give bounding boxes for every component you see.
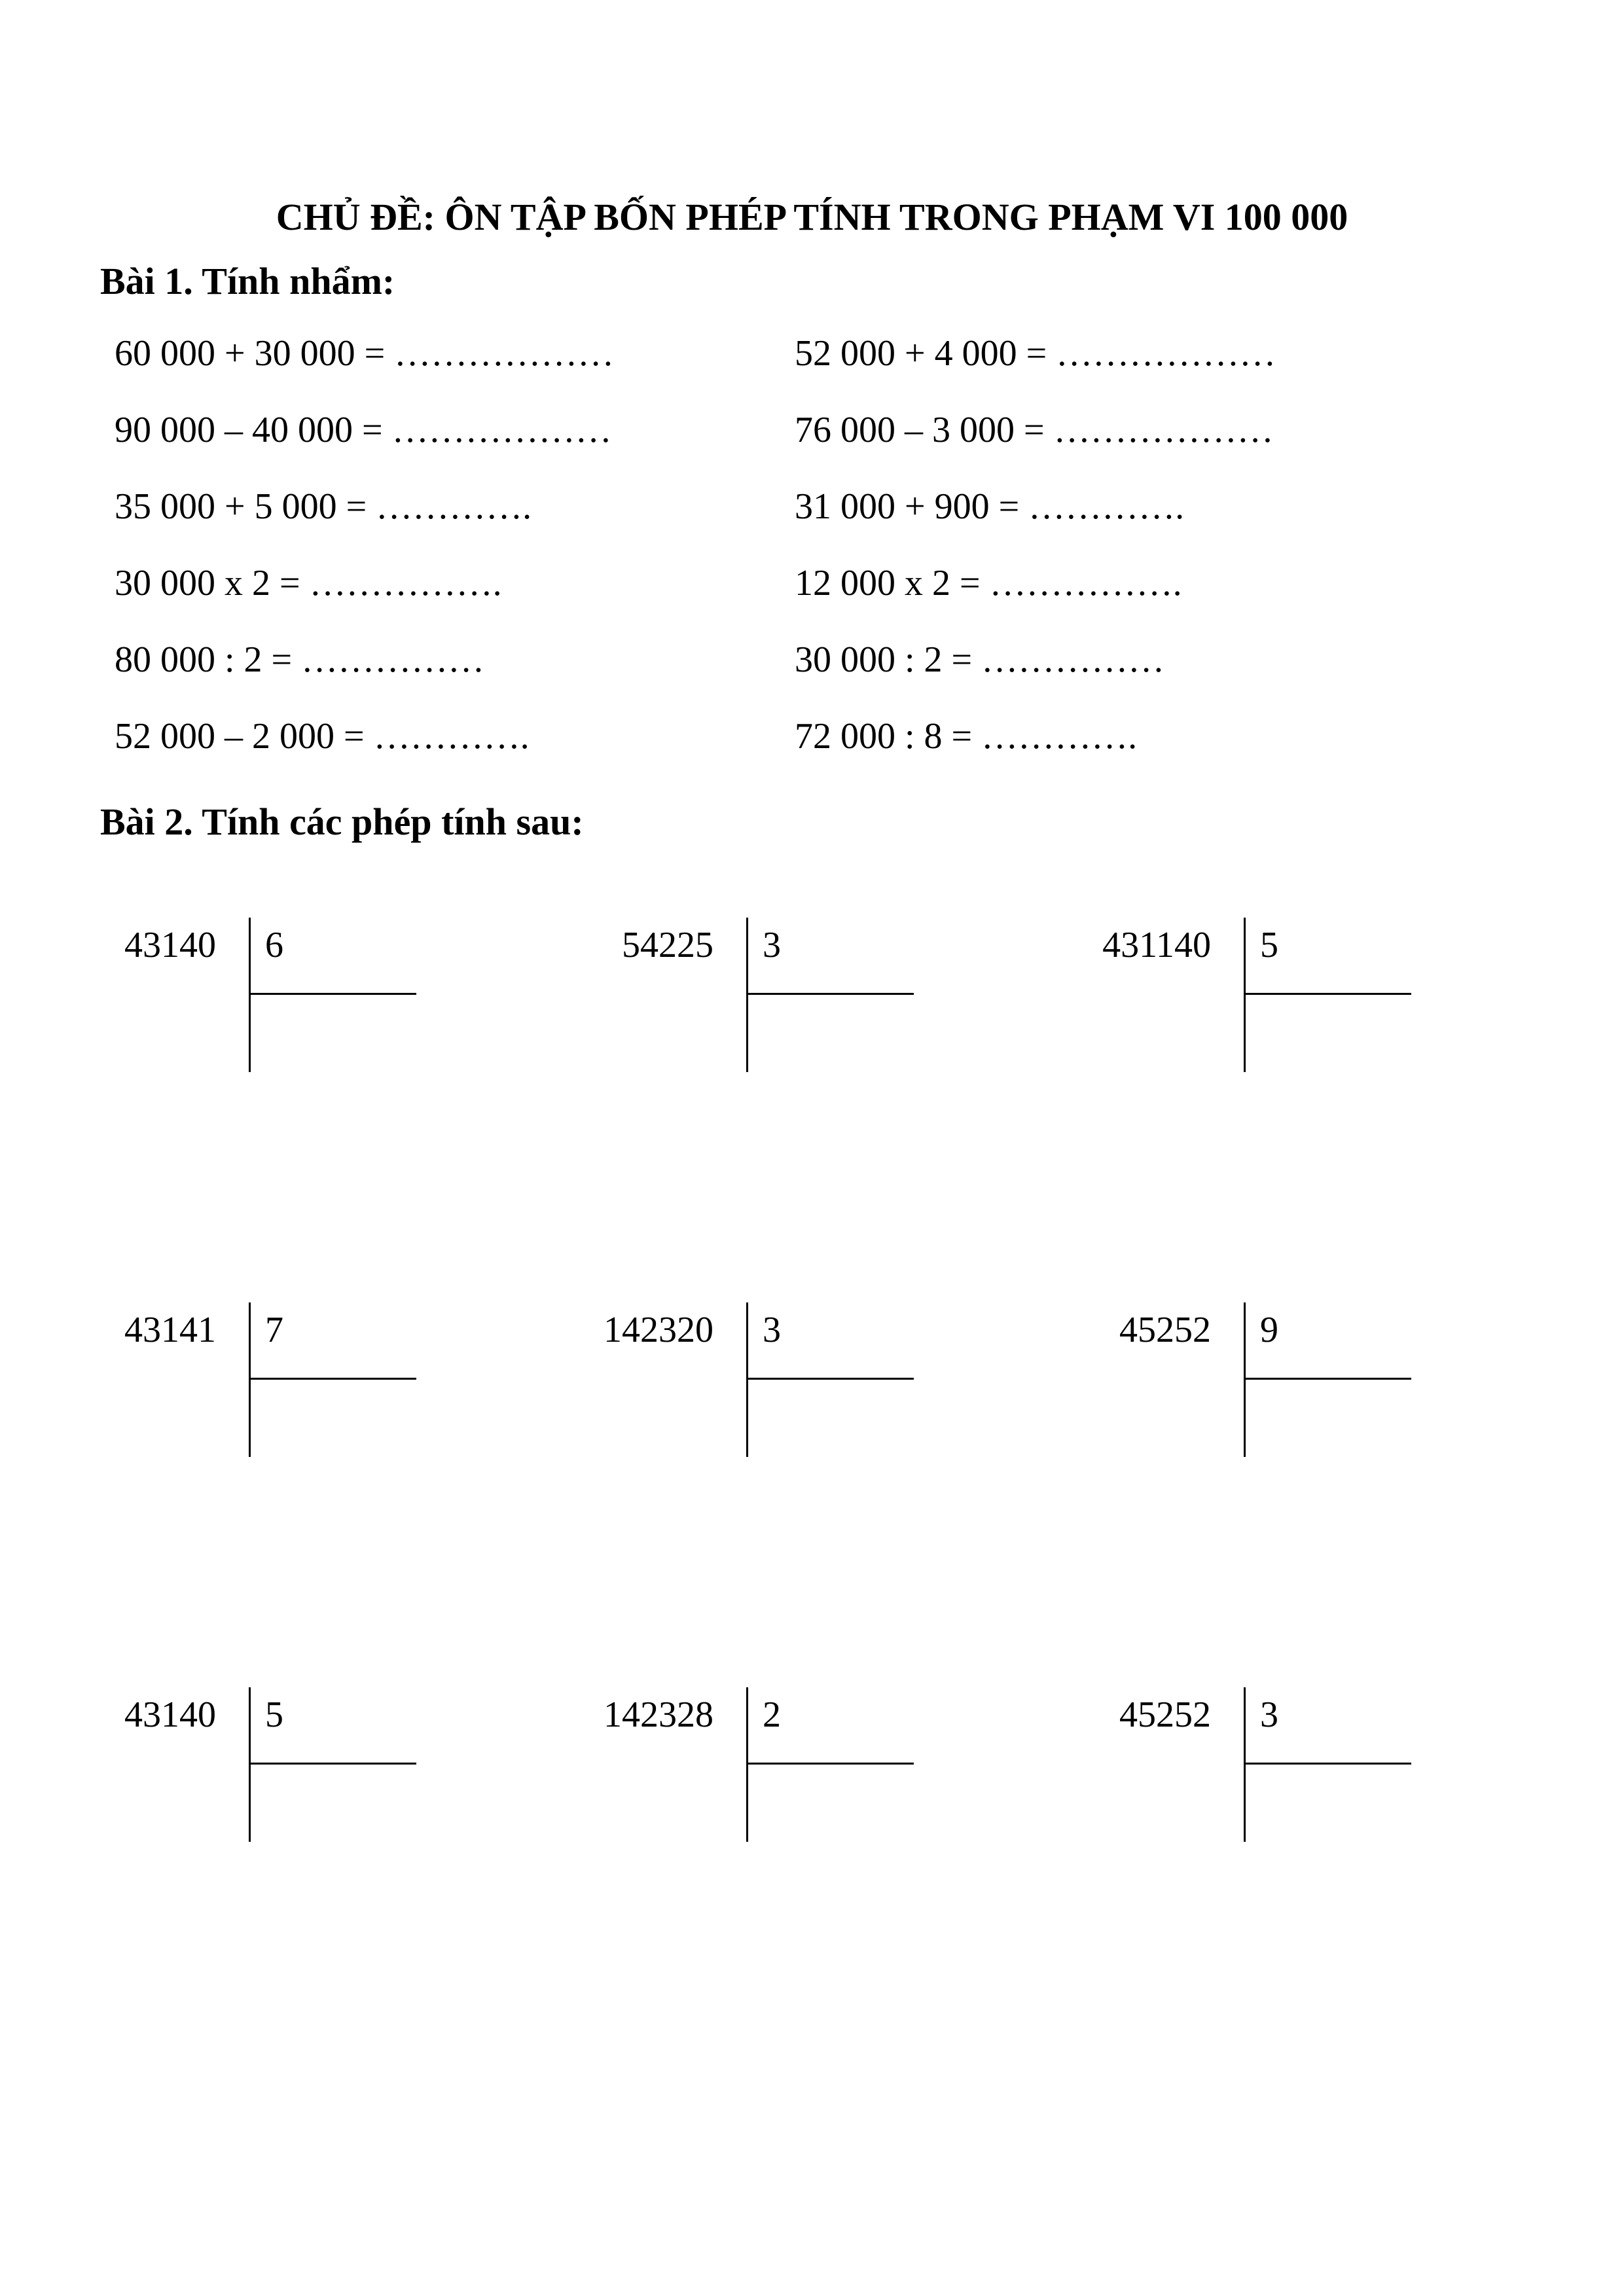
calc-row — [0, 409, 1624, 461]
dividend: 45252 — [1119, 1695, 1211, 1735]
division-horizontal-line — [748, 1378, 914, 1380]
calc-left: 52 000 – 2 000 = …………. — [115, 716, 530, 757]
divisor: 3 — [1260, 1695, 1278, 1735]
division-horizontal-line — [1245, 1378, 1411, 1380]
long-division — [995, 1302, 1453, 1460]
division-horizontal-line — [748, 1763, 914, 1765]
calc-row — [0, 332, 1624, 385]
division-horizontal-line — [1245, 993, 1411, 995]
divisor: 3 — [763, 1310, 781, 1350]
dividend: 43141 — [124, 1310, 216, 1350]
calc-right: 12 000 x 2 = ……………. — [795, 563, 1182, 603]
calc-right: 30 000 : 2 = …………… — [795, 639, 1165, 680]
division-horizontal-line — [250, 1763, 416, 1765]
exercise-1-heading: Bài 1. Tính nhẩm: — [100, 260, 395, 302]
calc-right: 31 000 + 900 = …………. — [795, 486, 1185, 527]
divisor: 5 — [1260, 925, 1278, 965]
divisor: 5 — [265, 1695, 283, 1735]
division-vertical-line — [249, 918, 251, 1072]
dividend: 142320 — [604, 1310, 713, 1350]
dividend: 54225 — [622, 925, 713, 965]
calc-left: 80 000 : 2 = …………… — [115, 639, 485, 680]
calc-left: 90 000 – 40 000 = ……………… — [115, 410, 612, 450]
exercise-2-heading: Bài 2. Tính các phép tính sau: — [100, 800, 584, 843]
calc-row — [0, 562, 1624, 615]
long-division — [497, 918, 956, 1075]
dividend: 142328 — [604, 1695, 713, 1735]
division-horizontal-line — [748, 993, 914, 995]
division-vertical-line — [746, 918, 748, 1072]
divisor: 2 — [763, 1695, 781, 1735]
long-division — [0, 1302, 458, 1460]
long-division — [995, 918, 1453, 1075]
calc-row — [0, 639, 1624, 691]
calc-left: 35 000 + 5 000 = …………. — [115, 486, 532, 527]
division-vertical-line — [746, 1302, 748, 1457]
calc-left: 60 000 + 30 000 = ……………… — [115, 333, 615, 374]
division-horizontal-line — [250, 993, 416, 995]
long-division — [497, 1302, 956, 1460]
calc-row — [0, 715, 1624, 768]
divisor: 6 — [265, 925, 283, 965]
dividend: 43140 — [124, 1695, 216, 1735]
division-vertical-line — [249, 1302, 251, 1457]
division-vertical-line — [1244, 1302, 1246, 1457]
division-vertical-line — [249, 1687, 251, 1842]
dividend: 43140 — [124, 925, 216, 965]
calc-left: 30 000 x 2 = ……………. — [115, 563, 502, 603]
calc-row — [0, 486, 1624, 538]
division-horizontal-line — [250, 1378, 416, 1380]
division-vertical-line — [746, 1687, 748, 1842]
long-division — [0, 918, 458, 1075]
long-division — [995, 1687, 1453, 1844]
calc-right: 76 000 – 3 000 = ……………… — [795, 410, 1274, 450]
dividend: 431140 — [1102, 925, 1211, 965]
division-horizontal-line — [1245, 1763, 1411, 1765]
divisor: 7 — [265, 1310, 283, 1350]
divisor: 3 — [763, 925, 781, 965]
division-vertical-line — [1244, 1687, 1246, 1842]
divisor: 9 — [1260, 1310, 1278, 1350]
long-division — [0, 1687, 458, 1844]
page-title: CHỦ ĐỀ: ÔN TẬP BỐN PHÉP TÍNH TRONG PHẠM VI 100 000 — [276, 196, 1348, 238]
calc-right: 72 000 : 8 = …………. — [795, 716, 1138, 757]
long-division — [497, 1687, 956, 1844]
division-vertical-line — [1244, 918, 1246, 1072]
calc-right: 52 000 + 4 000 = ……………… — [795, 333, 1276, 374]
dividend: 45252 — [1119, 1310, 1211, 1350]
